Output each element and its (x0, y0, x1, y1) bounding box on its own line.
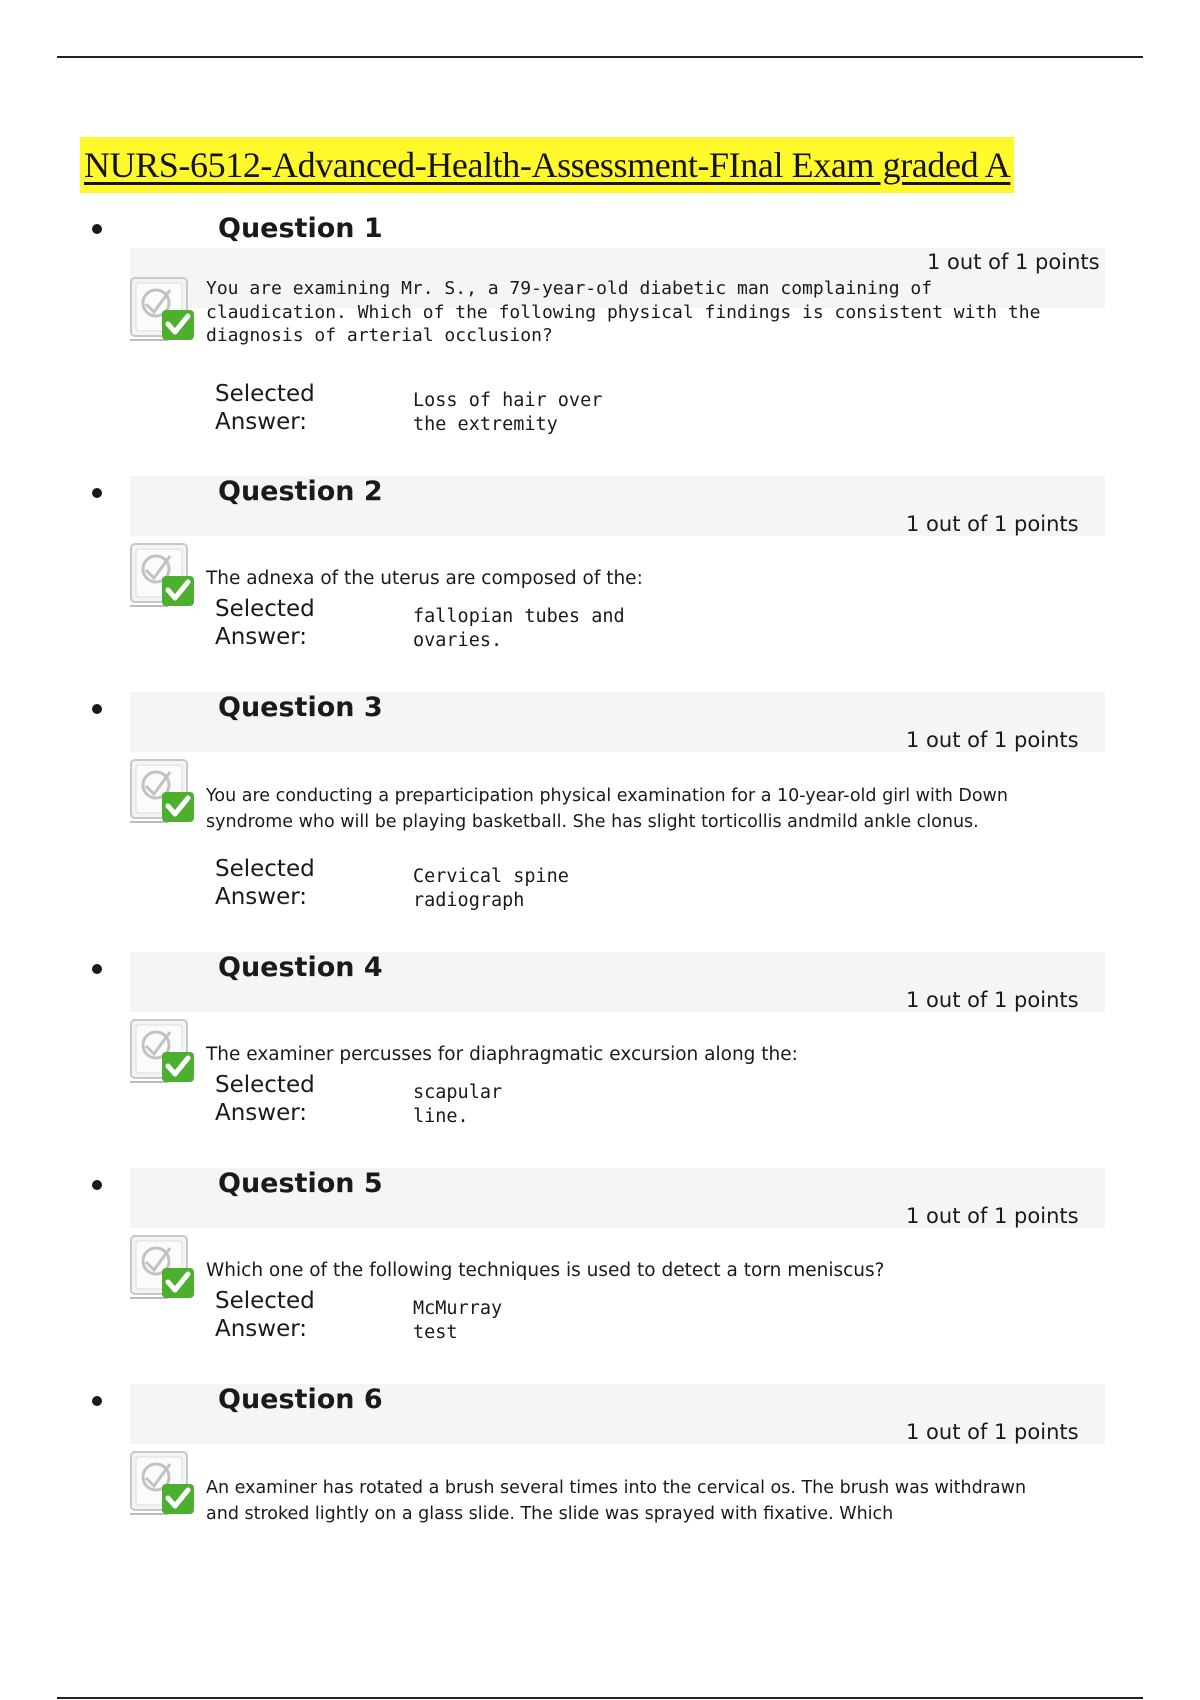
question-title: Question 6 (218, 1384, 383, 1415)
check-icon (128, 1016, 198, 1086)
question-text: The adnexa of the uterus are composed of the: (206, 568, 643, 589)
bottom-rule (57, 1697, 1143, 1699)
selected-answer-value: Cervical spine radiograph (413, 866, 569, 911)
question-title: Question 5 (218, 1168, 383, 1199)
question-text: Which one of the following techniques is used to detect a torn meniscus? (206, 1260, 885, 1281)
selected-answer-value: scapular line. (413, 1082, 503, 1127)
check-icon (128, 540, 198, 610)
question-title: Question 2 (218, 476, 383, 507)
question-points: 1 out of 1 points (906, 988, 1079, 1012)
question-points: 1 out of 1 points (906, 1420, 1079, 1444)
question-text: The examiner percusses for diaphragmatic excursion along the: (206, 1044, 798, 1065)
check-icon (128, 274, 198, 344)
selected-answer-value: Loss of hair over the extremity (413, 390, 603, 435)
check-icon (128, 756, 198, 826)
bullet-icon (92, 1180, 102, 1190)
selected-answer-label: Selected Answer: (215, 1072, 315, 1126)
check-icon (128, 1448, 198, 1518)
selected-answer-value: fallopian tubes and ovaries. (413, 606, 625, 651)
top-rule (57, 56, 1143, 58)
bullet-icon (92, 964, 102, 974)
question-text: You are examining Mr. S., a 79-year-old diabetic man complaining of claudication. Which of the following physical findings is consistent with the diagnosis of arterial occlusion? (206, 278, 1041, 346)
question-title: Question 1 (218, 213, 383, 244)
question-text: You are conducting a preparticipation physical examination for a 10-year-old girl with Down syndrome who will be playing basketball. She has slight torticollis andmild ankle clonus. (206, 786, 1008, 832)
selected-answer-label: Selected Answer: (215, 856, 315, 910)
question-title: Question 3 (218, 692, 383, 723)
bullet-icon (92, 704, 102, 714)
selected-answer-label: Selected Answer: (215, 596, 315, 650)
question-points: 1 out of 1 points (906, 1204, 1079, 1228)
bullet-icon (92, 488, 102, 498)
selected-answer-label: Selected Answer: (215, 1288, 315, 1342)
question-title: Question 4 (218, 952, 383, 983)
question-points: 1 out of 1 points (927, 250, 1100, 274)
question-points: 1 out of 1 points (906, 512, 1079, 536)
document-title: NURS-6512-Advanced-Health-Assessment-FInal Exam graded A (80, 137, 1014, 193)
check-icon (128, 1232, 198, 1302)
question-text: An examiner has rotated a brush several times into the cervical os. The brush was withdrawn and stroked lightly on a glass slide. The slide was sprayed with fixative. Which (206, 1478, 1027, 1524)
question-points: 1 out of 1 points (906, 728, 1079, 752)
bullet-icon (92, 224, 102, 234)
selected-answer-label: Selected Answer: (215, 381, 315, 435)
bullet-icon (92, 1396, 102, 1406)
selected-answer-value: McMurray test (413, 1298, 503, 1343)
